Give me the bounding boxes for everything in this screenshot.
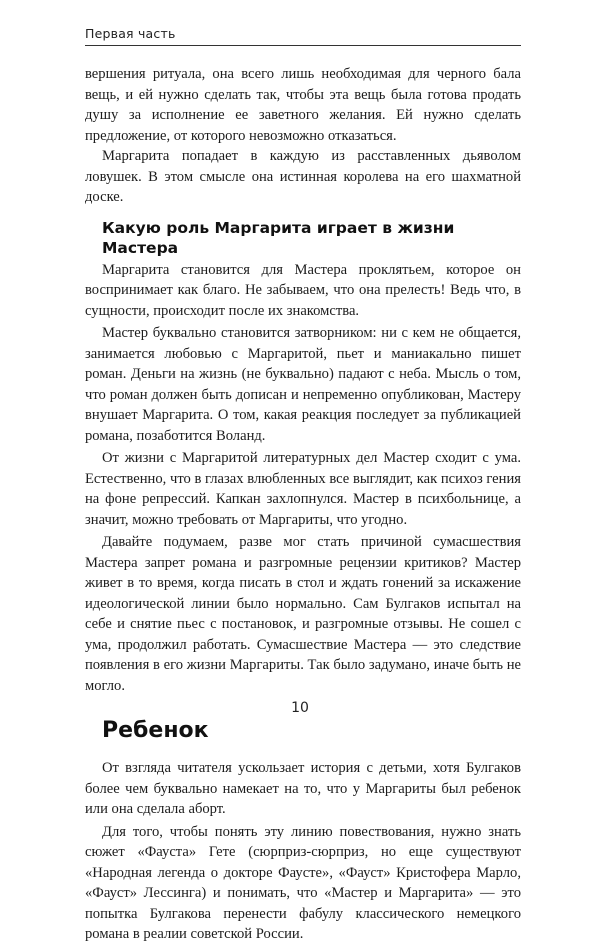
paragraph: Для того, чтобы понять эту линию повествования, нужно знать сюжет «Фауста» Гете (сюрприз-сюрприз, но еще существуют «Народная легенда о докторе Фаусте», «Фауст» Кристофера Марло, «Фауст» Лессинга) и понимать, что «Мастер и Маргарита» — это попытка Булгакова перенести фабулу классического немецкого романа в реалии советской России.	[85, 823, 521, 942]
paragraph: Маргарита становится для Мастера проклятьем, которое он воспринимает как благо. Не забываем, что она прелесть! Ведь что, в сущности, происходит после их знакомства.	[85, 261, 521, 319]
paragraph-continuation: вершения ритуала, она всего лишь необходимая для черного бала вещь, и ей нужно сделать так, чтобы эта вещь была готова продать душу за исполнение ее заветного желания. Ей нужно сделать предложение, от которого невозможно отказаться.	[85, 66, 521, 144]
paragraph: Мастер буквально становится затворником: ни с кем не общается, занимается любовью с Маргаритой, пьет и маниакально пишет роман. Деньги на жизнь (не буквально) падают с неба. Мысль о том, что роман должен быть дописан и непременно опубликован, Мастеру внушает Маргарита. О том, какая реакция последует за публикацией романа, позаботится Воланд.	[85, 325, 521, 444]
section-heading: Ребенок	[102, 718, 209, 743]
paragraph: Давайте подумаем, разве мог стать причиной сумасшествия Мастера запрет романа и разгромные рецензии критиков? Мастер живет в то время, когда писать в стол и ждать гонений за искажение идеологической линии было нормально. Сам Булгаков испытал на себе и снятие пьес с постановок, и разгромные отзывы. Не сошел с ума, продолжил работать. Сумасшествие Мастера — это следствие появления в его жизни Маргариты. Так было задумано, иначе быть не могло.	[85, 534, 521, 694]
page-number: 10	[291, 700, 309, 716]
page-body	[85, 64, 521, 945]
running-head-title: Первая часть	[85, 26, 176, 41]
paragraph: От взгляда читателя ускользает история с детьми, хотя Булгаков более чем буквально намекает на то, что у Маргариты был ребенок или она сделала аборт.	[85, 760, 521, 817]
paragraph: Маргарита попадает в каждую из расставленных дьяволом ловушек. В этом смысле она истинная королева на его шахматной доске.	[85, 148, 521, 205]
header-rule	[85, 45, 521, 46]
paragraph: От жизни с Маргаритой литературных дел Мастер сходит с ума. Естественно, что в глазах влюбленных все выглядит, как психоз гения на фоне репрессий. Капкан захлопнулся. Мастер в психбольнице, а значит, можно требовать от Маргариты, что угодно.	[85, 450, 521, 528]
subsection-heading: Какую роль Маргарита играет в жизни Мастера	[102, 218, 455, 257]
